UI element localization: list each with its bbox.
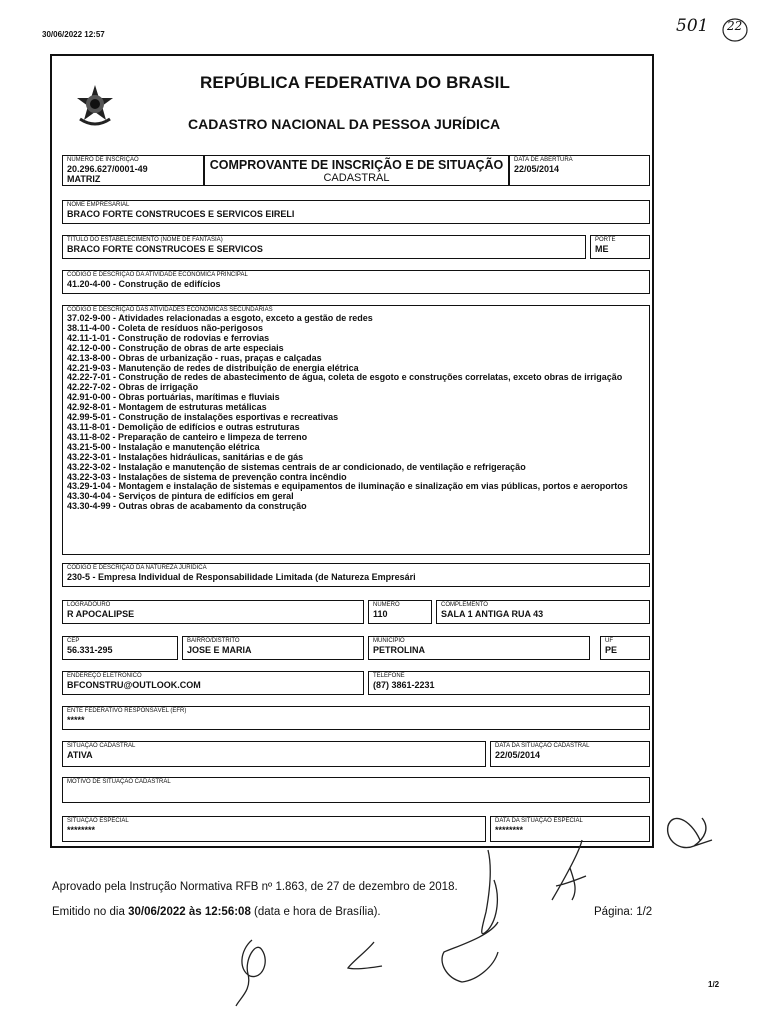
bairro-box — [182, 636, 364, 660]
list-item: 43.11-8-01 - Demolição de edifícios e outras estruturas — [67, 421, 300, 432]
handwritten-page-number: 501 — [676, 16, 709, 36]
list-item: 43.22-3-02 - Instalação e manutenção de sistemas centrais de ar condicionado, de ventilação e refrigeração — [67, 461, 526, 472]
list-item: 42.91-0-00 - Obras portuárias, marítimas e fluviais — [67, 392, 280, 403]
porte-box — [590, 235, 650, 259]
municipio-value: PETROLINA — [373, 645, 426, 655]
atividade-principal-value: 41.20-4-00 - Construção de edifícios — [67, 279, 221, 289]
nome-empresarial-label: NOME EMPRESARIAL — [67, 202, 130, 208]
signature-bottom-2 — [348, 942, 382, 969]
signature-bottom-1 — [236, 940, 265, 1006]
natureza-juridica-label: CÓDIGO E DESCRIÇÃO DA NATUREZA JURÍDICA — [67, 565, 207, 571]
list-item: 42.11-1-01 - Construção de rodovias e ferrovias — [67, 332, 270, 343]
efr-box — [62, 706, 650, 730]
signature-main — [482, 850, 498, 934]
data-abertura-value: 22/05/2014 — [514, 164, 560, 174]
complemento-value: SALA 1 ANTIGA RUA 43 — [441, 609, 544, 619]
cep-box — [62, 636, 178, 660]
nome-empresarial-box — [62, 200, 650, 224]
numero-inscricao-box — [62, 155, 204, 186]
situacao-cadastral-label: SITUAÇÃO CADASTRAL — [67, 743, 136, 749]
motivo-situacao-box — [62, 777, 650, 803]
comprovante-title: COMPROVANTE DE INSCRIÇÃO E DE SITUAÇÃO — [209, 158, 504, 172]
municipio-label: MUNICÍPIO — [373, 638, 405, 644]
efr-value: ***** — [67, 715, 85, 725]
situacao-especial-label: SITUAÇÃO ESPECIAL — [67, 818, 129, 824]
data-situacao-box — [490, 741, 650, 767]
list-item: 37.02-9-00 - Atividades relacionadas a esgoto, exceto a gestão de redes — [67, 313, 373, 323]
aprovado-text: Aprovado pela Instrução Normativa RFB nº 1.863, de 27 de dezembro de 2018. — [52, 881, 458, 893]
list-item: 42.92-8-01 - Montagem de estruturas metálicas — [67, 402, 267, 413]
matriz-value: MATRIZ — [67, 174, 101, 184]
atividade-principal-box — [62, 270, 650, 294]
situacao-cadastral-value: ATIVA — [67, 750, 93, 760]
motivo-situacao-label: MOTIVO DE SITUAÇÃO CADASTRAL — [67, 779, 171, 785]
natureza-juridica-value: 230-5 - Empresa Individual de Responsabilidade Limitada (de Natureza Empresári — [67, 572, 416, 582]
atividades-secundarias-list — [67, 314, 645, 512]
list-item: 43.29-1-04 - Montagem e instalação de sistemas e equipamentos de iluminação e sinalização em vias públicas, portos e aeroportos — [67, 481, 628, 492]
initial-right-margin — [668, 818, 712, 848]
data-abertura-label: DATA DE ABERTURA — [514, 157, 573, 163]
atividades-secundarias-label: CÓDIGO E DESCRIÇÃO DAS ATIVIDADES ECONÔMICAS SECUNDÁRIAS — [67, 307, 273, 313]
email-box — [62, 671, 364, 695]
list-item: 42.21-9-03 - Manutenção de redes de distribuição de energia elétrica — [67, 362, 359, 373]
coat-of-arms-icon — [74, 83, 116, 127]
bairro-label: BAIRRO/DISTRITO — [187, 638, 240, 644]
numero-value: 110 — [373, 609, 388, 619]
telefone-label: TELEFONE — [373, 673, 405, 679]
list-item: 43.22-3-03 - Instalações de sistema de prevenção contra incêndio — [67, 471, 347, 482]
list-item: 43.22-3-01 - Instalações hidráulicas, sanitárias e de gás — [67, 451, 304, 462]
atividade-principal-label: CÓDIGO E DESCRIÇÃO DA ATIVIDADE ECONÔMICA PRINCIPAL — [67, 272, 248, 278]
comprovante-subtitle: CADASTRAL — [323, 172, 390, 184]
porte-value: ME — [595, 244, 609, 254]
data-situacao-especial-label: DATA DA SITUAÇÃO ESPECIAL — [495, 818, 583, 824]
numero-label: NÚMERO — [373, 602, 400, 608]
data-situacao-label: DATA DA SITUAÇÃO CADASTRAL — [495, 743, 590, 749]
emitido-datetime: 30/06/2022 às 12:56:08 — [128, 906, 251, 918]
nome-fantasia-value: BRACO FORTE CONSTRUCOES E SERVICOS — [67, 244, 263, 254]
emitido-text — [52, 906, 381, 918]
numero-inscricao-value: 20.296.627/0001-49 — [67, 164, 148, 174]
complemento-box — [436, 600, 650, 624]
handwritten-circled-number: 22 — [721, 16, 749, 42]
email-value: BFCONSTRU@OUTLOOK.COM — [67, 680, 201, 690]
uf-label: UF — [605, 638, 613, 644]
municipio-box — [368, 636, 590, 660]
signature-arrow — [552, 840, 586, 900]
logradouro-value: R APOCALIPSE — [67, 609, 135, 619]
list-item: 43.21-5-00 - Instalação e manutenção elétrica — [67, 441, 260, 452]
list-item: 43.30-4-99 - Outras obras de acabamento da construção — [67, 501, 307, 512]
list-item: 38.11-4-00 - Coleta de resíduos não-perigosos — [67, 322, 264, 333]
efr-label: ENTE FEDERATIVO RESPONSÁVEL (EFR) — [67, 708, 187, 714]
page-title: REPÚBLICA FEDERATIVA DO BRASIL — [200, 73, 510, 92]
emitido-suffix: (data e hora de Brasília). — [250, 906, 381, 918]
list-item: 43.11-8-02 - Preparação de canteiro e limpeza de terreno — [67, 431, 308, 442]
signature-bottom-3 — [442, 922, 498, 982]
list-item: 42.12-0-00 - Construção de obras de arte especiais — [67, 342, 284, 353]
numero-inscricao-label: NÚMERO DE INSCRIÇÃO — [67, 157, 139, 163]
email-label: ENDEREÇO ELETRÔNICO — [67, 673, 142, 679]
natureza-juridica-box — [62, 563, 650, 587]
nome-fantasia-box — [62, 235, 586, 259]
cep-label: CEP — [67, 638, 80, 644]
pagina-text: Página: 1/2 — [594, 906, 653, 918]
telefone-value: (87) 3861-2231 — [373, 680, 435, 690]
list-item: 42.99-5-01 - Construção de instalações esportivas e recreativas — [67, 412, 339, 423]
bairro-value: JOSE E MARIA — [187, 645, 252, 655]
numero-box — [368, 600, 432, 624]
nome-fantasia-label: TÍTULO DO ESTABELECIMENTO (NOME DE FANTASIA) — [67, 237, 223, 243]
logradouro-box — [62, 600, 364, 624]
comprovante-box — [204, 155, 509, 186]
data-situacao-value: 22/05/2014 — [495, 750, 541, 760]
situacao-cadastral-box — [62, 741, 486, 767]
list-item: 42.22-7-01 - Construção de redes de abastecimento de água, coleta de esgoto e construções correlatas, exceto obras de irrigação — [67, 372, 623, 383]
complemento-label: COMPLEMENTO — [441, 602, 488, 608]
telefone-box — [368, 671, 650, 695]
list-item: 42.13-8-00 - Obras de urbanização - ruas, praças e calçadas — [67, 352, 322, 363]
print-timestamp: 30/06/2022 12:57 — [42, 30, 105, 39]
atividades-secundarias-box — [62, 305, 650, 555]
list-item: 43.30-4-04 - Serviços de pintura de edifícios em geral — [67, 491, 294, 502]
emitido-prefix: Emitido no dia — [52, 906, 129, 918]
data-situacao-especial-value: ******** — [495, 825, 524, 835]
situacao-especial-value: ******** — [67, 825, 96, 835]
data-situacao-especial-box — [490, 816, 650, 842]
page-subtitle: CADASTRO NACIONAL DA PESSOA JURÍDICA — [188, 116, 501, 132]
list-item: 42.22-7-02 - Obras de irrigação — [67, 382, 199, 393]
nome-empresarial-value: BRACO FORTE CONSTRUCOES E SERVICOS EIRELI — [67, 209, 295, 219]
porte-label: PORTE — [595, 237, 616, 243]
cep-value: 56.331-295 — [67, 645, 113, 655]
logradouro-label: LOGRADOURO — [67, 602, 111, 608]
situacao-especial-box — [62, 816, 486, 842]
uf-box — [600, 636, 650, 660]
uf-value: PE — [605, 645, 618, 655]
page-count: 1/2 — [708, 980, 720, 989]
data-abertura-box — [509, 155, 650, 186]
